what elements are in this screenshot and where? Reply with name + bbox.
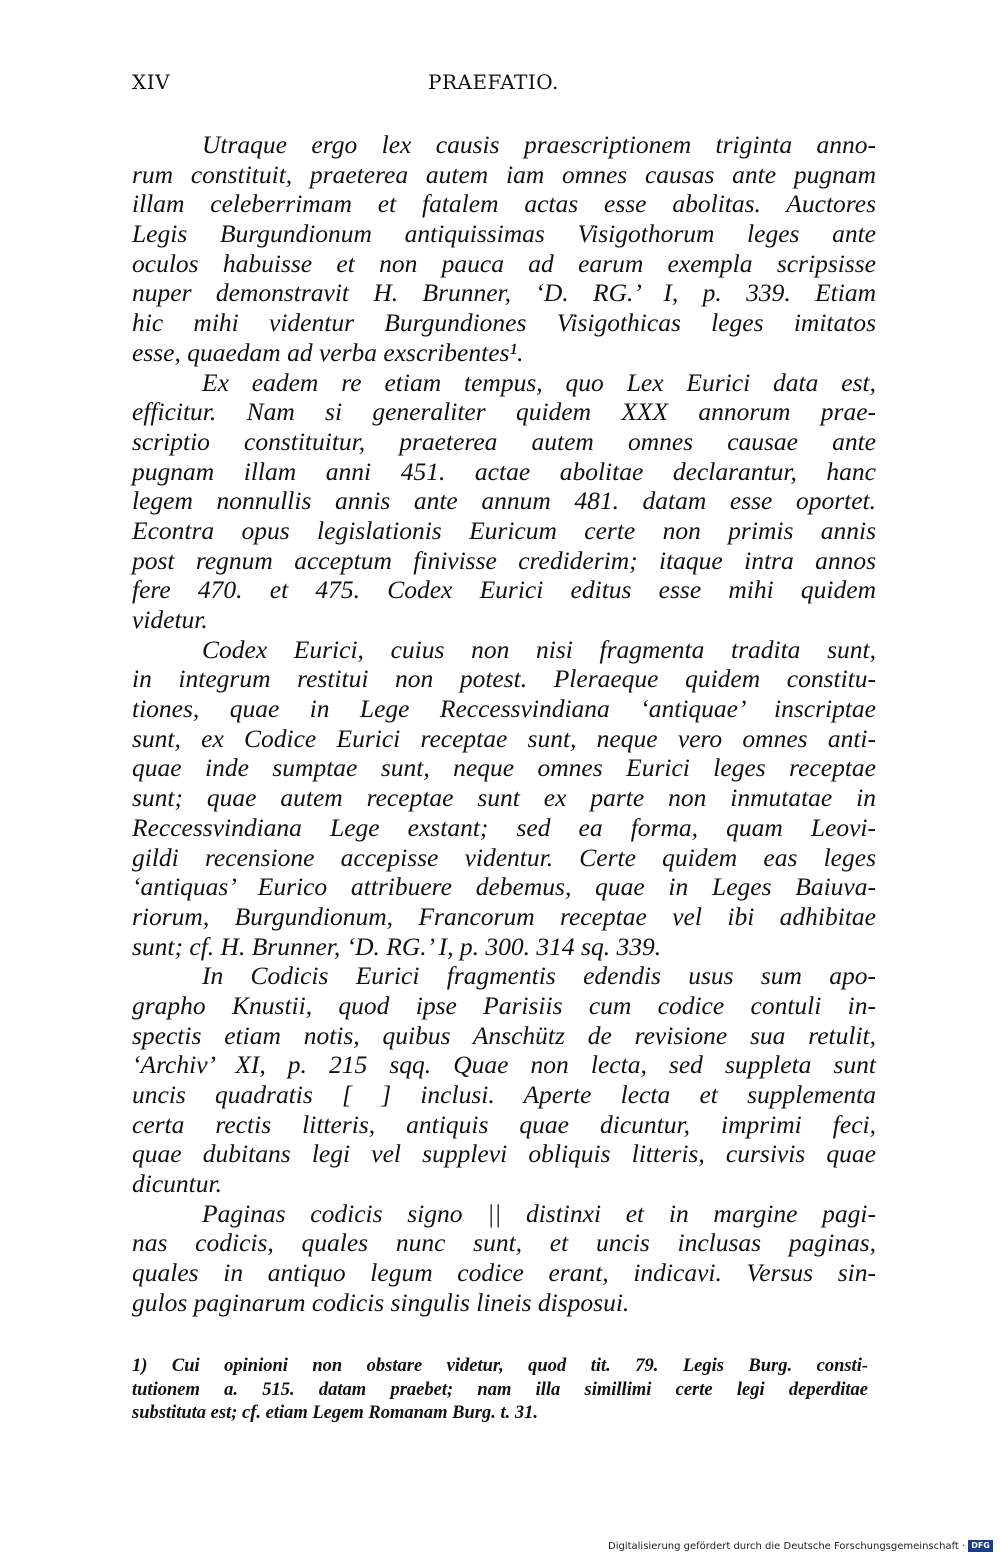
body-line: sunt; cf. H. Brunner, ‘D. RG.’ I, p. 300. 314 sq. 339. [132, 931, 662, 961]
footnote-line: tutionem a. 515. datam praebet; nam illa simillimi certe legi deperditae [132, 1379, 868, 1400]
running-head [132, 70, 870, 106]
footnote-line: 1) Cui opinioni non obstare videtur, quod tit. 79. Legis Burg. consti- [132, 1356, 868, 1376]
body-line: hic mihi videntur Burgundiones Visigothicas leges imitatos [132, 308, 876, 338]
body-line: nas codicis, quales nunc sunt, et uncis inclusas paginas, [132, 1228, 876, 1258]
page-number: XIV [132, 70, 171, 94]
body-line: certa rectis litteris, antiquis quae dicuntur, imprimi feci, [132, 1109, 876, 1139]
body-line: sunt, ex Codice Eurici receptae sunt, neque vero omnes anti- [132, 723, 876, 753]
body-line: dicuntur. [132, 1169, 222, 1199]
body-line: scriptio constituitur, praeterea autem omnes causae ante [132, 426, 876, 456]
footnote [132, 1355, 868, 1426]
body-line: sunt; quae autem receptae sunt ex parte non inmutatae in [132, 783, 876, 813]
body-line: in integrum restitui non potest. Pleraeque quidem constitu- [132, 664, 876, 694]
body-line: post regnum acceptum finivisse crediderim; itaque intra annos [132, 545, 876, 575]
funding-text: Digitalisierung gefördert durch die Deutsche Forschungsgemeinschaft · [608, 1540, 966, 1552]
body-line: fere 470. et 475. Codex Eurici editus esse mihi quidem [132, 575, 876, 605]
body-line: Reccessvindiana Lege exstant; sed ea forma, quam Leovi- [132, 812, 876, 842]
body-line: Econtra opus legislationis Euricum certe non primis annis [132, 515, 876, 545]
footnote-line: substituta est; cf. etiam Legem Romanam Burg. t. 31. [132, 1403, 538, 1423]
body-line: nuper demonstravit H. Brunner, ‘D. RG.’ I, p. 339. Etiam [132, 278, 876, 308]
body-line: Codex Eurici, cuius non nisi fragmenta tradita sunt, [202, 634, 876, 664]
body-line: riorum, Burgundionum, Francorum receptae vel ibi adhibitae [132, 901, 876, 931]
body-line: illam celeberrimam et fatalem actas esse abolitas. Auctores [132, 189, 876, 219]
running-title: PRAEFATIO. [428, 70, 559, 94]
body-line: Legis Burgundionum antiquissimas Visigothorum leges ante [132, 219, 876, 249]
body-line: oculos habuisse et non pauca ad earum exempla scripsisse [132, 248, 876, 278]
body-line: tiones, quae in Lege Reccessvindiana ‘antiquae’ inscriptae [132, 694, 876, 724]
body-line: Utraque ergo lex causis praescriptionem triginta anno- [202, 130, 876, 159]
funding-note [608, 1539, 993, 1553]
body-line: Paginas codicis signo || distinxi et in margine pagi- [202, 1198, 876, 1228]
body-line: quae inde sumptae sunt, neque omnes Eurici leges receptae [132, 753, 876, 783]
body-line: quae dubitans legi vel supplevi obliquis litteris, cursivis quae [132, 1139, 876, 1169]
body-line: gildi recensione accepisse videntur. Certe quidem eas leges [132, 842, 876, 872]
body-line: In Codicis Eurici fragmentis edendis usus sum apo- [202, 961, 876, 991]
body-line: pugnam illam anni 451. actae abolitae declarantur, hanc [132, 456, 876, 486]
body-line: ‘Archiv’ XI, p. 215 sqq. Quae non lecta, sed suppleta sunt [132, 1050, 876, 1080]
dfg-logo: DFG [968, 1540, 993, 1552]
body-line: videtur. [132, 605, 208, 634]
body-line: efficitur. Nam si generaliter quidem XXX annorum prae- [132, 397, 876, 427]
body-line: grapho Knustii, quod ipse Parisiis cum codice contuli in- [132, 990, 876, 1020]
body-line: gulos paginarum codicis singulis lineis disposui. [132, 1287, 630, 1317]
body-line: spectis etiam notis, quibus Anschütz de revisione sua retulit, [132, 1020, 876, 1050]
body-line: uncis quadratis [ ] inclusi. Aperte lecta et supplementa [132, 1080, 876, 1109]
body-line: esse, quaedam ad verba exscribentes¹. [132, 337, 524, 367]
body-text [132, 130, 876, 1318]
body-line: rum constituit, praeterea autem iam omnes causas ante pugnam [132, 159, 876, 189]
body-line: ‘antiquas’ Eurico attribuere debemus, quae in Leges Baiuva- [132, 872, 876, 902]
body-line: Ex eadem re etiam tempus, quo Lex Eurici data est, [202, 367, 876, 397]
body-line: quales in antiquo legum codice erant, indicavi. Versus sin- [132, 1258, 876, 1288]
body-line: legem nonnullis annis ante annum 481. datam esse oportet. [132, 486, 876, 516]
